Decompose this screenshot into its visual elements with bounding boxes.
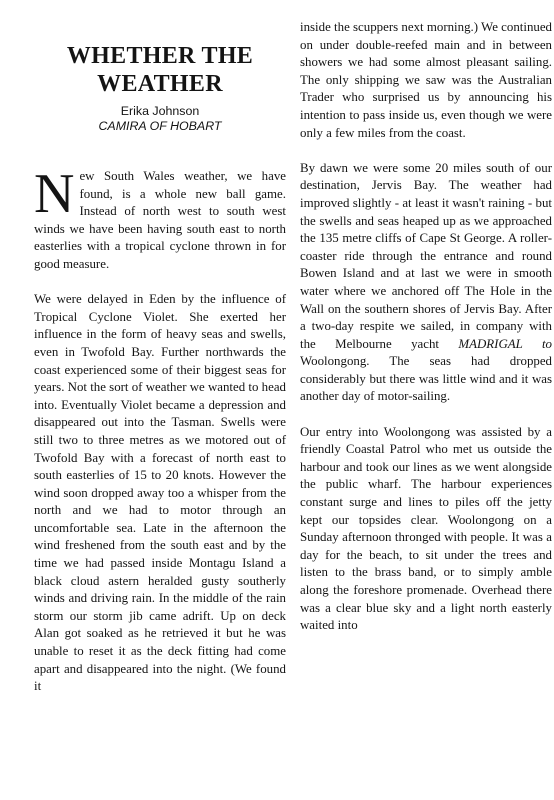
paragraph-4-text-b: Woolongong. The seas had dropped considerably but there was little wind and it was another day of motor-sailing. — [300, 354, 552, 404]
drop-cap: N — [34, 163, 75, 225]
paragraph-2: We were delayed in Eden by the influence of Tropical Cyclone Violet. She exerted her influence in the form of heavy seas and swells, even in Twofold Bay. Further northwards the coast experienced some of their biggest seas for years. Not the sort of weather we wanted to head into. Eventually Violet became a depression and disappeared out into the Tasman. Swells were still two to three metres as we motored out of Twofold Bay with a forecast of north east to south easterlies of 15 to 20 knots. However the wind soon dropped away too a whisper from the north and we had to motor through an uncomfortable sea. Late in the afternoon the wind freshened from the south east and by the time we had passed inside Montagu Island a black cloud astern heralded gusty southerly winds and driving rain. In the middle of the rain storm our storm jib came adrift. Up on deck Alan got soaked as he retrieved it but he was unable to reset it as the deck fitting had come apart and disappeared into the night. (We found it — [34, 292, 286, 694]
title-line-2: WEATHER — [97, 71, 223, 97]
paragraph-4 — [300, 160, 552, 406]
author-name: Erika Johnson — [120, 104, 200, 118]
paragraph-1 — [34, 163, 286, 274]
title-line-1: WHETHER THE — [66, 43, 254, 69]
paragraph-4-text-a: By dawn we were some 20 miles south of our destination, Jervis Bay. The weather had improved slightly - at least it wasn't raining - but the swells and seas heaped up as we approached the 135 metre cliffs of Cape St George. A roller-coaster ride through the entrance and round Bowen Island and at last we were in smooth water where we anchored off The Hole in the Wall on the southern shores of Jervis Bay. After a two-day respite we sailed, in company with the Melbourne yacht — [300, 160, 552, 351]
paragraph-5: Our entry into Woolongong was assisted by a friendly Coastal Patrol who met us outside the harbour and took our lines as we went alongside the public wharf. The harbour experiences constant surge and lines to piles off the jetty kept our topsides clear. Woolongong on a Sunday afternoon thronged with people. It was a day for the beach, to sit under the trees and listen to the brass band, or to simply amble along the foreshore promenade. Overhead there was a clear blue sky and a light north easterly waited into — [300, 424, 552, 633]
article-header — [34, 42, 286, 134]
yacht-name: MADRIGAL to — [458, 336, 552, 351]
right-column — [300, 22, 552, 652]
paragraph-1-text: ew South Wales weather, we have found, is a whole new ball game. Instead of north west to south west winds we have been having south east to north easterlies with a tropical cyclone thrown in for good measure. — [34, 169, 286, 271]
article-title — [34, 42, 286, 98]
left-column — [34, 22, 286, 713]
paragraph-3: inside the scuppers next morning.) We continued on under double-reefed main and in between showers we had some almost pleasant sailing. The only shipping we saw was the Australian Trader who surprised us by announcing his intention to pass inside us, even though we were only a few miles from the coast. — [300, 20, 552, 140]
boat-name: CAMIRA OF HOBART — [98, 119, 222, 133]
